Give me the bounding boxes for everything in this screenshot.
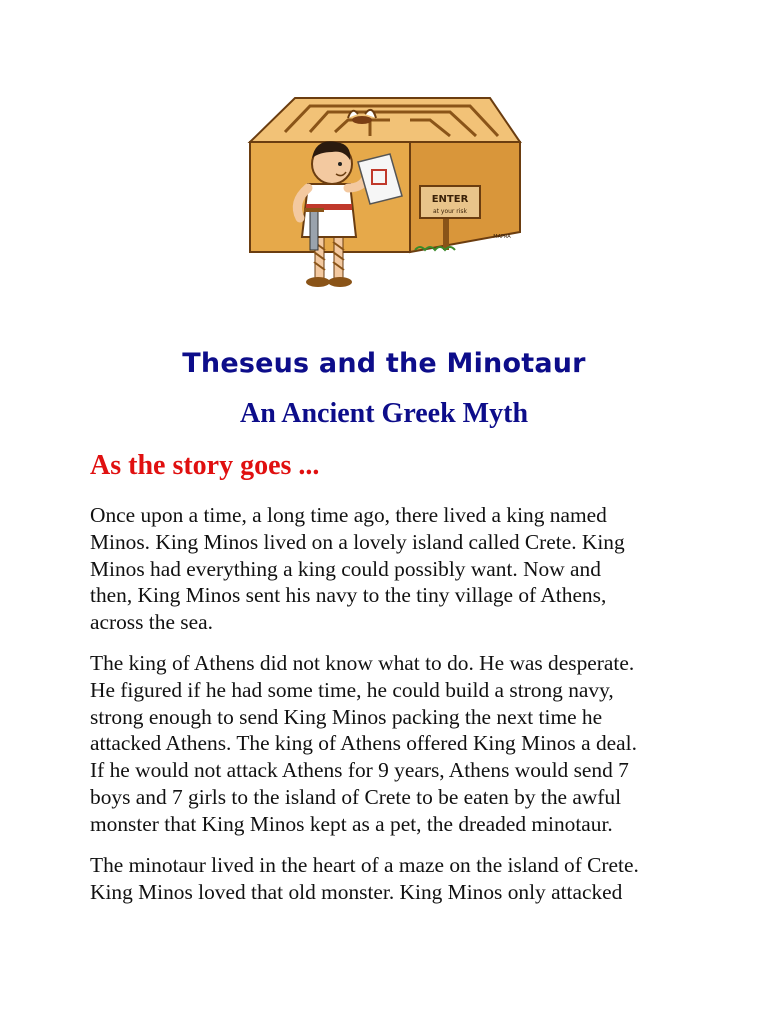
artist-signature: MAPRA	[493, 234, 511, 240]
text-line: King Minos loved that old monster. King Minos only attacked	[90, 879, 623, 904]
text-line: then, King Minos sent his navy to the tiny village of Athens,	[90, 583, 607, 608]
story-paragraph-1	[90, 502, 690, 636]
text-line: monster that King Minos kept as a pet, the dreaded minotaur.	[90, 811, 613, 836]
text-line: attacked Athens. The king of Athens offered King Minos a deal.	[90, 731, 637, 756]
page-subtitle: An Ancient Greek Myth	[239, 398, 529, 429]
enter-sign-text: ENTER	[431, 194, 469, 205]
story-paragraph-3	[90, 852, 690, 906]
text-line: The king of Athens did not know what to do. He was desperate.	[90, 651, 635, 675]
text-line: If he would not attack Athens for 9 years, Athens would send 7	[90, 758, 629, 783]
text-line: The minotaur lived in the heart of a maze on the island of Crete.	[90, 853, 639, 877]
text-line: Minos had everything a king could possibly want. Now and	[90, 556, 601, 581]
section-heading: As the story goes ...	[90, 450, 320, 481]
text-line: strong enough to send King Minos packing the next time he	[90, 704, 603, 729]
text-line: Once upon a time, a long time ago, there lived a king named	[90, 503, 607, 527]
enter-sign-subtext: at your risk	[432, 208, 468, 215]
text-line: He figured if he had some time, he could build a strong navy,	[90, 677, 614, 702]
text-line: boys and 7 girls to the island of Crete to be eaten by the awful	[90, 784, 622, 809]
page-title: Theseus and the Minotaur	[182, 348, 586, 379]
text-line: across the sea.	[90, 610, 213, 635]
story-paragraph-2	[90, 650, 690, 838]
theseus-maze-illustration	[240, 92, 530, 292]
text-line: Minos. King Minos lived on a lovely island called Crete. King	[90, 529, 625, 554]
